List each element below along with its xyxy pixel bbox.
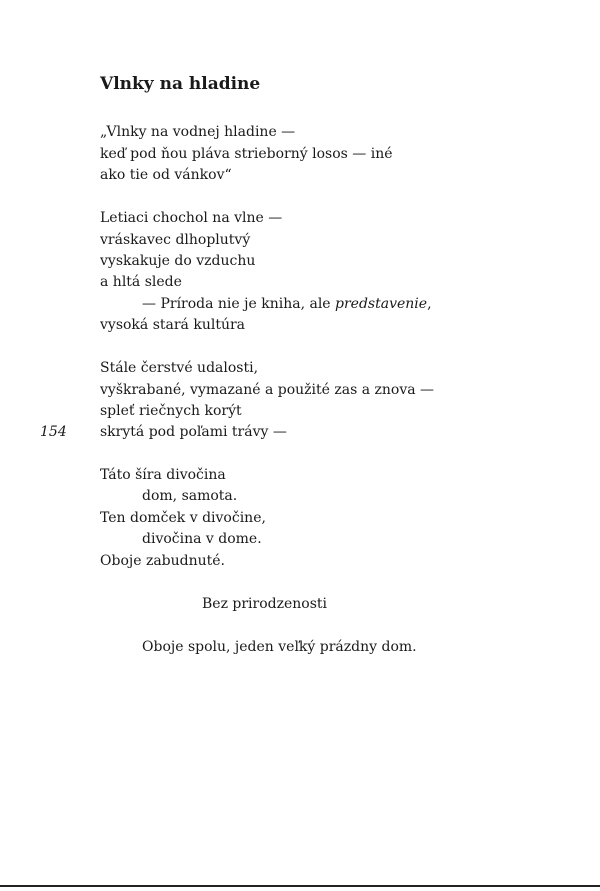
stanza2-line5-emphasis: predstavenie [335, 296, 428, 312]
page-bottom-rule [0, 885, 600, 887]
stanza3-line3: spleť riečnych korýt [100, 403, 242, 419]
stanza1-line1: „Vlnky na vodnej hladine — [100, 124, 296, 140]
stanza3-line1: Stále čerstvé udalosti, [100, 360, 259, 376]
stanza2-line5 [142, 295, 432, 313]
stanza4-line5: Oboje zabudnuté. [100, 553, 226, 569]
stanza2-line6: vysoká stará kultúra [100, 317, 246, 333]
stanza2-line5-part1: — Príroda nie je kniha, ale [142, 296, 336, 312]
stanza1-line3: ako tie od vánkov“ [100, 167, 232, 183]
closing-line: Oboje spolu, jeden veľký prázdny dom. [142, 639, 417, 655]
section-subtitle: Bez prirodzenosti [202, 596, 328, 612]
stanza3-line2: vyškrabané, vymazané a použité zas a znova — [100, 382, 435, 398]
stanza4-line1: Táto šíra divočina [100, 467, 226, 483]
stanza1-line2: keď pod ňou pláva strieborný losos — iné [100, 146, 393, 162]
stanza3-line4: skrytá pod poľami trávy — [100, 424, 287, 440]
page-number: 154 [40, 424, 67, 440]
stanza4-line2: dom, samota. [142, 488, 238, 504]
stanza4-line4: divočina v dome. [142, 531, 262, 547]
stanza2-line3: vyskakuje do vzduchu [100, 253, 256, 269]
poem-title: Vlnky na hladine [100, 74, 261, 94]
stanza2-line1: Letiaci chochol na vlne — [100, 210, 283, 226]
stanza4-line3: Ten domček v divočine, [100, 510, 266, 526]
stanza2-line2: vráskavec dlhoplutvý [100, 232, 251, 248]
stanza2-line4: a hltá slede [100, 274, 182, 290]
stanza2-line5-part2: , [427, 296, 432, 312]
